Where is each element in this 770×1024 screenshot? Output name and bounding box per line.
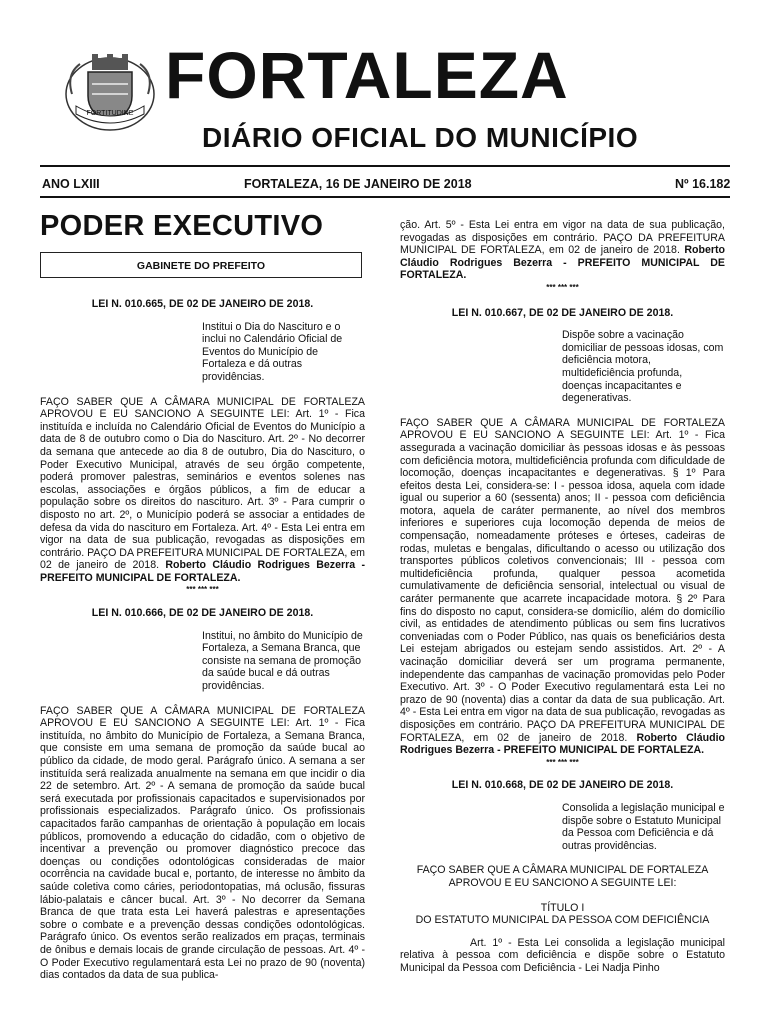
- law-668-title-heading: TÍTULO I: [540, 901, 585, 914]
- city-crest-icon: [62, 44, 158, 132]
- law-667-ementa: Dispõe sobre a vacinação domiciliar de pessoas idosas, com deficiência motora, multideficiência profunda, doenças incapacitantes e degenerativas.: [562, 329, 724, 405]
- office-box: GABINETE DO PREFEITO: [40, 252, 362, 278]
- law-668-enacting-clause: FAÇO SABER QUE A CÂMARA MUNICIPAL DE FORTALEZA APROVOU E EU SANCIONO A SEGUINTE LEI:: [416, 864, 709, 889]
- law-668-article-1: Art. 1º - Esta Lei consolida a legislação municipal relativa à pessoa com deficiência e dispõe sobre o Estatuto Municipal da Pessoa com Deficiência - Lei Nadja Pinho: [400, 936, 725, 974]
- issue-date: FORTALEZA, 16 DE JANEIRO DE 2018: [244, 177, 472, 191]
- law-665-title: LEI N. 010.665, DE 02 DE JANEIRO DE 2018.: [91, 298, 314, 310]
- section-title: PODER EXECUTIVO: [40, 210, 324, 242]
- law-666-signature: Roberto Cláudio Rodrigues Bezerra - PREFEITO MUNICIPAL DE FORTALEZA.: [400, 244, 725, 282]
- separator: *** *** ***: [186, 585, 219, 595]
- header-top-rule: [40, 165, 730, 167]
- law-668-title: LEI N. 010.668, DE 02 DE JANEIRO DE 2018.: [451, 779, 674, 792]
- separator: *** *** ***: [546, 757, 579, 767]
- law-667-body: FAÇO SABER QUE A CÂMARA MUNICIPAL DE FORTALEZA APROVOU E EU SANCIONO A SEGUINTE LEI: Art. 1º - Fica assegurada a vacinação domiciliar às pessoas idosas e às pessoas com deficiência motora, multideficiência profunda com dificuldade de locomoção, doenças incapacitantes e degenerativas. § 1º Para efeitos desta Lei, considera-se: I - pessoa idosa, aquela com idade igual ou superior a 60 (sessenta) anos; II - pessoa com deficiência motora, aquela de caráter permanente, ao nível dos membros inferiores e superiores cuja locomoção dependa de meios de compensação, nomeadamente próteses e órteses, cadeiras de rodas, muletas e bengalas, dificultando o acesso ou utilização dos transportes públicos coletivos convencionais; III - pessoa com multideficiência profunda, qualquer pessoa acometida cumulativamente de deficiência sensorial, intelectual ou visual de caráter permanente que acarrete incapacidade motora. § 2º Para fins do disposto no caput, considera-se domicílio, além do domicílio civil, as entidades de atendimento públicas ou sem fins lucrativos conveniadas com o Poder Público, nas quais os beneficiários desta Lei estejam abrigados ou estejam sendo assistidos. Art. 2º - A vacinação domiciliar deverá ser um programa permanente, independente das campanhas de vacinação promovidas pelo Poder Executivo. Art. 3º - O Poder Executivo regulamentará esta Lei no prazo de 90 (noventa) dias a contar da data de sua publicação. Art. 4º - Esta Lei entra em vigor na data de sua publicação, revogadas as disposições em contrário. PAÇO DA PREFEITURA MUNICIPAL DE FORTALEZA, em 02 de janeiro de 2018. Roberto Cláudio Rodrigues Bezerra - PREFEITO MUNICIPAL DE FORTALEZA.: [400, 416, 725, 757]
- law-667-signature: Roberto Cláudio Rodrigues Bezerra - PREFEITO MUNICIPAL DE FORTALEZA.: [400, 731, 725, 757]
- law-665-body: FAÇO SABER QUE A CÂMARA MUNICIPAL DE FORTALEZA APROVOU E EU SANCIONO A SEGUINTE LEI: Art. 1º - Fica instituída e incluída no Calendário Oficial de Eventos do Município a data de 8 de outubro como o Dia do Nascituro. Art. 2º - No decorrer da semana que antecede ao dia 8 de outubro, Dia do Nascituro, o Poder Executivo Municipal, através de seu órgão competente, poderá promover palestras, seminários e eventos solenes nas escolas, associações e órgãos públicos, a fim de educar a população sobre os direitos do nascituro. Art. 3º - Para cumprir o disposto no art. 2º, o Município poderá se associar a entidades de defesa da vida do nascituro em Fortaleza. Art. 4º - Esta Lei entra em vigor na data de sua publicação, revogadas as disposições em contrário. PAÇO DA PREFEITURA MUNICIPAL DE FORTALEZA, em 02 de janeiro de 2018. Roberto Cláudio Rodrigues Bezerra - PREFEITO MUNICIPAL DE FORTALEZA.: [40, 395, 365, 584]
- svg-text:FORTITUDINE: FORTITUDINE: [86, 110, 134, 117]
- law-665-signature: Roberto Cláudio Rodrigues Bezerra - PREFEITO MUNICIPAL DE FORTALEZA.: [40, 559, 365, 584]
- issue-year: ANO LXIII: [42, 177, 100, 191]
- law-667-title: LEI N. 010.667, DE 02 DE JANEIRO DE 2018.: [451, 306, 674, 319]
- law-668-ementa: Consolida a legislação municipal e dispõe sobre o Estatuto Municipal da Pessoa com Deficiência e dá outras providências.: [562, 801, 725, 852]
- law-666-body: FAÇO SABER QUE A CÂMARA MUNICIPAL DE FORTALEZA APROVOU E EU SANCIONO A SEGUINTE LEI: Art. 1º - Fica instituída, no âmbito do Município de Fortaleza, a Semana Branca, que consiste em uma semana de promoção da saúde bucal ao público da cidade, de modo geral. Parágrafo único. A semana a ser instituída será realizada anualmente na semana em que incidir o dia 22 de setembro. Art. 2º - A semana de promoção da saúde bucal será executada por profissionais capacitados e supervisionados por profissionais especializados. Parágrafo único. Os profissionais capacitados farão campanhas de orientação à população em locais públicos, promovendo a educação do cidadão, com o objetivo de incentivar a prevenção ou promover diagnóstico precoce das doenças ou condições odontológicas consideradas de maior ocorrência na cavidade bucal e, portanto, de interesse no âmbito da saúde coletiva como cáries, periodontopatias, má oclusão, fissuras lábio-palatais e câncer bucal. Art. 3º - No decorrer da Semana Branca de que trata esta Lei haverá palestras e apresentações sobre o combate e a prevenção dessas condições odontológicas. Parágrafo único. Os eventos serão realizados em praças, terminais de ônibus e demais locais de grande circulação de pessoas. Art. 4º - O Poder Executivo regulamentará esta Lei no prazo de 90 (noventa) dias contados da data de sua publica-: [40, 704, 365, 982]
- left-column: [40, 298, 365, 982]
- masthead-subtitle: DIÁRIO OFICIAL DO MUNICÍPIO: [202, 122, 639, 153]
- header-bottom-rule: [40, 196, 730, 198]
- separator: *** *** ***: [546, 282, 579, 292]
- law-665-ementa: Institui o Dia do Nascituro e o inclui no Calendário Oficial de Eventos do Município de Fortaleza e dá outras providências.: [202, 320, 343, 383]
- law-666-continuation: ção. Art. 5º - Esta Lei entra em vigor na data de sua publicação, revogadas as disposições em contrário. PAÇO DA PREFEITURA MUNICIPAL DE FORTALEZA, em 02 de janeiro de 2018. Roberto Cláudio Rodrigues Bezerra - PREFEITO MUNICIPAL DE FORTALEZA.: [400, 219, 725, 282]
- law-668-title-name: DO ESTATUTO MUNICIPAL DA PESSOA COM DEFICIÊNCIA: [415, 914, 710, 927]
- issue-number: Nº 16.182: [675, 177, 731, 191]
- right-column: [400, 219, 725, 974]
- masthead-title: FORTALEZA: [165, 38, 569, 112]
- law-666-title: LEI N. 010.666, DE 02 DE JANEIRO DE 2018.: [91, 607, 314, 620]
- law-666-ementa: Institui, no âmbito do Município de Fortaleza, a Semana Branca, que consiste na semana de promoção da saúde bucal e dá outras providências.: [202, 629, 363, 693]
